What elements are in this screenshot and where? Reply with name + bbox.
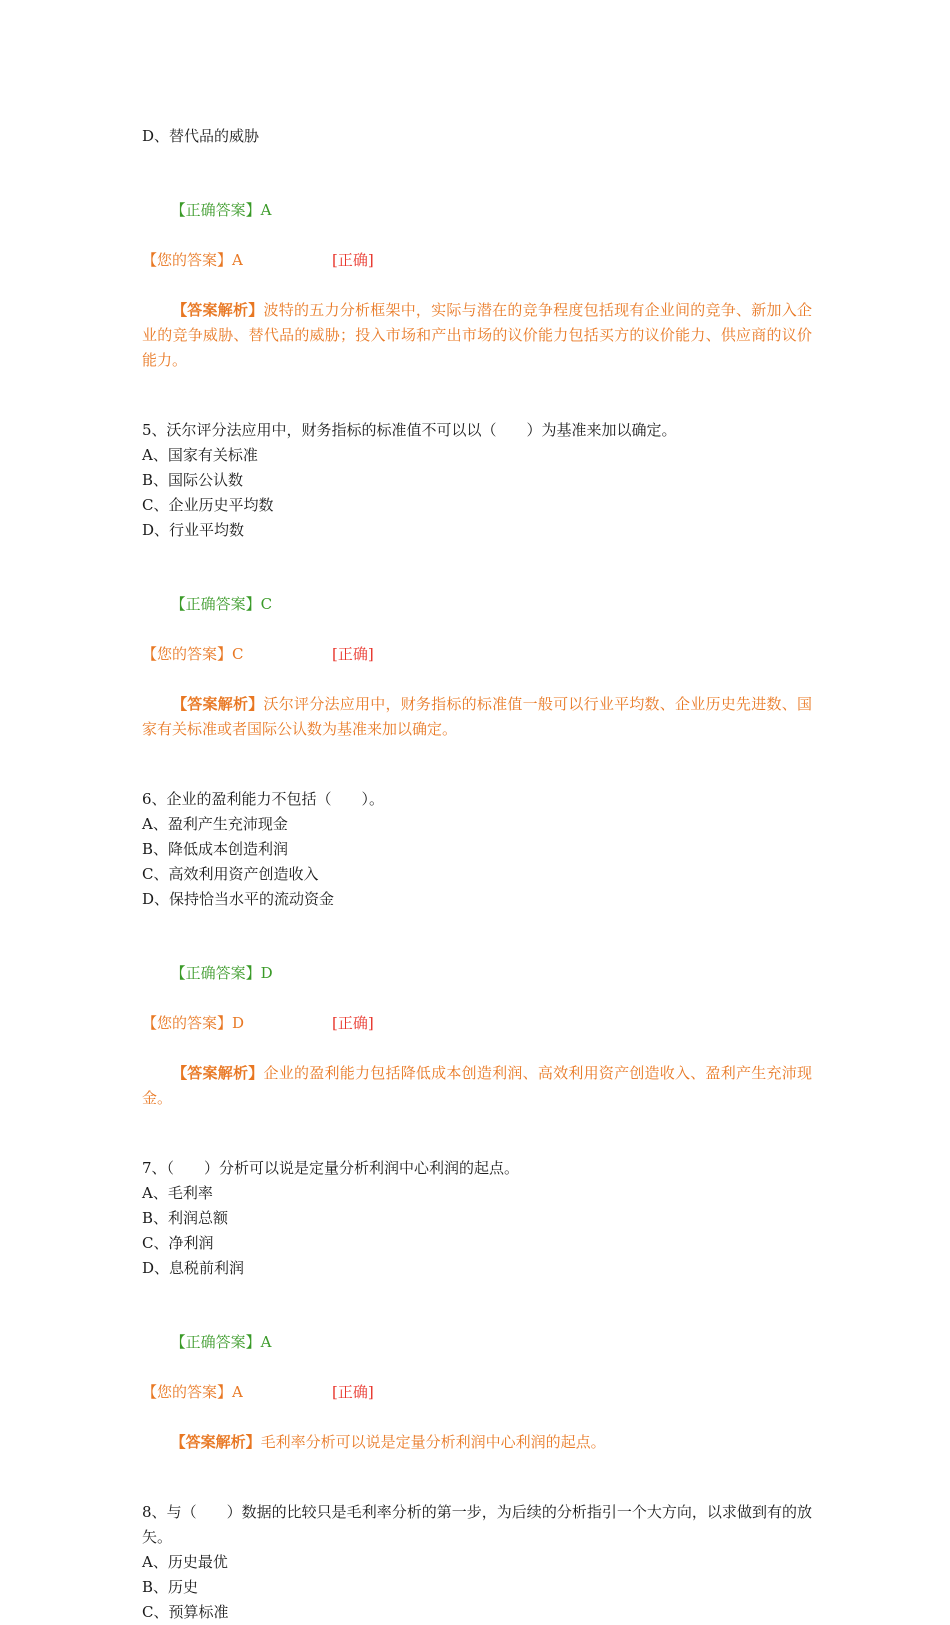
correct-answer: 【正确答案】A bbox=[170, 1333, 272, 1351]
option-d: D、息税前利润 bbox=[142, 1259, 245, 1277]
document-page bbox=[142, 124, 812, 1625]
status-badge: [正确] bbox=[332, 251, 374, 269]
option-b: B、降低成本创造利润 bbox=[142, 840, 289, 858]
question-stem: 7、（ ）分析可以说是定量分析利润中心利润的起点。 bbox=[142, 1159, 520, 1177]
status-badge: [正确] bbox=[332, 645, 374, 663]
q4-answer-block bbox=[142, 173, 812, 398]
question-8 bbox=[142, 1500, 812, 1625]
option-b: B、历史 bbox=[142, 1578, 199, 1596]
option-a: A、盈利产生充沛现金 bbox=[142, 815, 288, 833]
question-6 bbox=[142, 787, 812, 1136]
your-answer: 【您的答案】A [正确] bbox=[142, 248, 812, 273]
answer-explanation: 【答案解析】波特的五力分析框架中，实际与潜在的竞争程度包括现有企业间的竞争、新加入企业的竞争威胁、替代品的威胁；投入市场和产出市场的议价能力包括买方的议价能力、供应商的议价能力。 bbox=[142, 301, 812, 369]
status-badge: [正确] bbox=[332, 1014, 374, 1032]
answer-explanation: 【答案解析】企业的盈利能力包括降低成本创造利润、高效利用资产创造收入、盈利产生充沛现金。 bbox=[142, 1064, 812, 1107]
option-c: C、预算标准 bbox=[142, 1603, 229, 1621]
status-badge: [正确] bbox=[332, 1383, 374, 1401]
option-a: A、毛利率 bbox=[142, 1184, 213, 1202]
correct-answer: 【正确答案】D bbox=[170, 964, 273, 982]
correct-answer: 【正确答案】A bbox=[170, 201, 272, 219]
your-answer: 【您的答案】C [正确] bbox=[142, 642, 812, 667]
your-answer: 【您的答案】A [正确] bbox=[142, 1380, 812, 1405]
question-5 bbox=[142, 418, 812, 767]
question-7 bbox=[142, 1156, 812, 1480]
option-c: C、净利润 bbox=[142, 1234, 214, 1252]
question-stem: 5、沃尔评分法应用中，财务指标的标准值不可以以（ ）为基准来加以确定。 bbox=[142, 421, 677, 439]
option-a: A、历史最优 bbox=[142, 1553, 228, 1571]
option-b: B、利润总额 bbox=[142, 1209, 229, 1227]
answer-explanation: 【答案解析】毛利率分析可以说是定量分析利润中心利润的起点。 bbox=[170, 1433, 606, 1451]
question-stem: 8、与（ ）数据的比较只是毛利率分析的第一步，为后续的分析指引一个大方向，以求做到有的放矢。 bbox=[142, 1503, 812, 1546]
option-d: D、行业平均数 bbox=[142, 521, 245, 539]
option-c: C、高效利用资产创造收入 bbox=[142, 865, 319, 883]
option-a: A、国家有关标准 bbox=[142, 446, 258, 464]
answer-explanation: 【答案解析】沃尔评分法应用中，财务指标的标准值一般可以行业平均数、企业历史先进数、国家有关标准或者国际公认数为基准来加以确定。 bbox=[142, 695, 812, 738]
option-d: D、替代品的威胁 bbox=[142, 127, 260, 145]
option-d: D、保持恰当水平的流动资金 bbox=[142, 890, 335, 908]
your-answer: 【您的答案】D [正确] bbox=[142, 1011, 812, 1036]
correct-answer: 【正确答案】C bbox=[170, 595, 273, 613]
question-stem: 6、企业的盈利能力不包括（ ）。 bbox=[142, 790, 385, 808]
option-c: C、企业历史平均数 bbox=[142, 496, 274, 514]
option-b: B、国际公认数 bbox=[142, 471, 244, 489]
